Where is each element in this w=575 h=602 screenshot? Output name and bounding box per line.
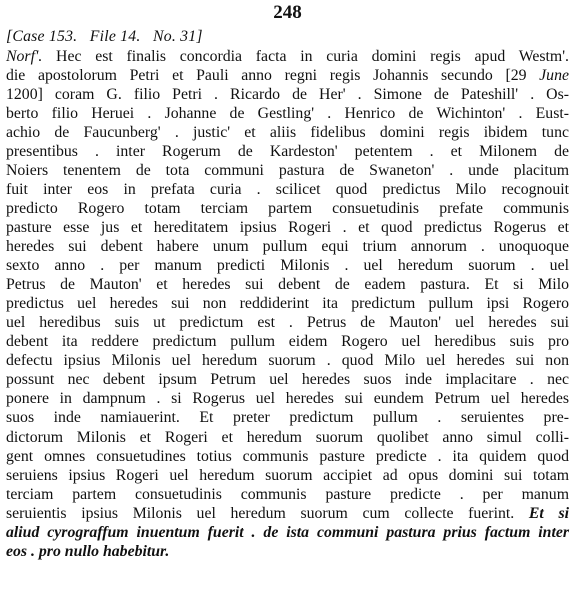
text-segment: eos . pro nullo habebitur.	[6, 542, 170, 560]
text-segment: gent omnes consuetudines totius communis pasture predicte . ita quidem quod	[6, 447, 569, 465]
document-body	[6, 47, 569, 561]
text-segment: dictorum Milonis et Rogeri et heredum suorum quolibet anno simul colli-	[6, 428, 569, 446]
text-line	[6, 332, 569, 351]
text-line	[6, 389, 569, 408]
document-number: No. 31]	[152, 28, 203, 45]
text-line	[6, 66, 569, 85]
text-segment: Noiers tenentem de tota communi pastura de Swaneton' . unde placitum	[6, 161, 569, 179]
text-line	[6, 485, 569, 504]
text-line	[6, 504, 569, 523]
text-segment: defectu ipsius Milonis uel heredum suorum . quod Milo uel heredes sui non	[6, 352, 569, 370]
text-segment: fuit inter eos in prefata curia . scilicet quod predictus Milo recognouit	[6, 180, 569, 198]
text-segment: suos inde namiauerint. Et preter predictum pullum . seruientes pre-	[6, 409, 569, 427]
text-segment: terciam partem consuetudinis communis pasture predicte . per manum	[6, 485, 569, 503]
text-line	[6, 428, 569, 447]
text-segment: seruientis ipsius Milonis uel heredum suorum cum collecte fuerint.	[6, 504, 529, 522]
text-segment: presentibus . inter Rogerum de Kardeston' petentem . et Milonem de	[6, 142, 569, 160]
text-line	[6, 351, 569, 370]
text-line	[6, 408, 569, 427]
text-line	[6, 294, 569, 313]
text-segment: June	[539, 66, 569, 84]
text-segment: pasture esse jus et hereditatem ipsius Rogeri . et quod predictus Rogerus et	[6, 219, 569, 237]
text-line	[6, 142, 569, 161]
text-line	[6, 523, 569, 542]
text-segment: possunt nec debent ipsum Petrum uel heredes suos inde implacitare . nec	[6, 371, 569, 389]
text-segment: die apostolorum Petri et Pauli anno regni regis Johannis secundo [29	[6, 66, 540, 84]
text-line	[6, 47, 569, 66]
text-line	[6, 199, 569, 218]
case-reference	[6, 28, 569, 47]
text-line	[6, 370, 569, 389]
text-line	[6, 237, 569, 256]
text-segment: Petrus de Mauton' et heredes sui debent de eadem pastura. Et si Milo	[6, 276, 569, 294]
text-segment: ponere in dampnum . si Rogerus uel heredes sui eundem Petrum uel heredes	[6, 390, 569, 408]
text-line	[6, 180, 569, 199]
text-segment: predictus uel heredes sui non reddiderint ita predictum pullum ipsi Rogero	[6, 295, 569, 313]
text-segment: Et si	[528, 504, 569, 522]
text-segment: Hec est finalis concordia facta in curia domini regis apud Westm'.	[42, 47, 569, 65]
text-line	[6, 161, 569, 180]
text-line	[6, 313, 569, 332]
text-segment: uel heredibus suis ut predictum est . Petrus de Mauton' uel heredes sui	[6, 314, 569, 332]
text-line	[6, 218, 569, 237]
text-line	[6, 542, 569, 561]
text-segment: sexto anno . per manum predicti Milonis . uel heredum suorum . uel	[6, 257, 569, 275]
file-number: File 14.	[89, 28, 141, 45]
text-line	[6, 466, 569, 485]
text-segment: seruiens ipsius Rogeri uel heredum suorum accipiet ad opus domini sui totam	[6, 466, 569, 484]
case-number: [Case 153.	[6, 28, 78, 45]
text-segment: heredes sui debent habere unum pullum equi trium annorum . unoquoque	[6, 238, 569, 256]
text-segment: predicto Rogero totam terciam partem consuetudinis prefate communis	[6, 199, 569, 217]
text-line	[6, 447, 569, 466]
text-segment: debent ita reddere predictum pullum eidem Rogero uel heredibus suis pro	[6, 333, 569, 351]
text-segment: Norf'.	[6, 47, 43, 65]
page-number: 248	[273, 2, 302, 23]
text-segment: 1200] coram G. filio Petri . Ricardo de Her' . Simone de Pateshill' . Os-	[6, 85, 569, 103]
text-line	[6, 256, 569, 275]
text-line	[6, 104, 569, 123]
text-line	[6, 275, 569, 294]
text-segment: berto filio Heruei . Johanne de Gestling' . Henrico de Wichinton' . Eust-	[6, 104, 569, 122]
text-line	[6, 85, 569, 104]
text-segment: achio de Faucunberg' . justic' et aliis fidelibus domini regis ibidem tunc	[6, 123, 569, 141]
text-line	[6, 123, 569, 142]
text-segment: aliud cyrograffum inuentum fuerit . de ista communi pastura prius factum inter	[6, 523, 569, 541]
